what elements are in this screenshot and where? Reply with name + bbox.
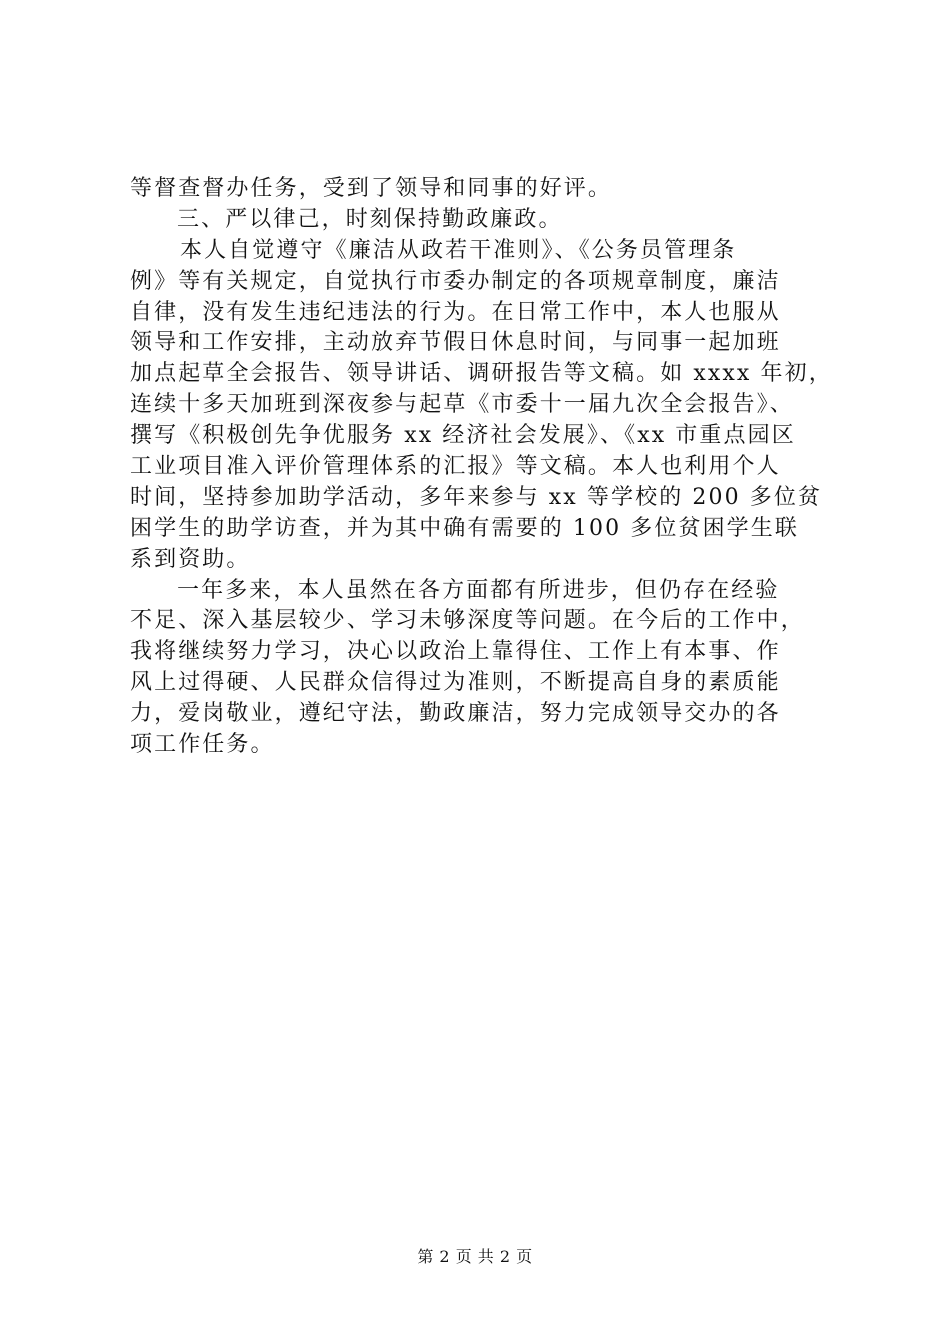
text-line: 撰写《积极创先争优服务 xx 经济社会发展》、《xx 市重点园区 [130, 423, 796, 449]
text-line: 系到资助。 [130, 546, 251, 572]
text-line: 例》等有关规定，自觉执行市委办制定的各项规章制度，廉洁 [130, 268, 781, 294]
section-heading: 三、严以律己，时刻保持勤政廉政。 [177, 206, 563, 232]
text-line: 连续十多天加班到深夜参与起草《市委十一届九次全会报告》、 [130, 392, 794, 418]
text-line: 领导和工作安排，主动放弃节假日休息时间，与同事一起加班 [130, 330, 781, 356]
text-line: 风上过得硬、人民群众信得过为准则，不断提高自身的素质能 [130, 670, 781, 696]
text-line: 项工作任务。 [130, 732, 275, 758]
text-line: 工业项目准入评价管理体系的汇报》等文稿。本人也利用个人 [130, 454, 781, 480]
text-line: 力，爱岗敬业，遵纪守法，勤政廉洁，努力完成领导交办的各 [130, 701, 781, 727]
text-line: 等督查督办任务，受到了领导和同事的好评。 [130, 176, 613, 201]
paragraph-start-line: 本人自觉遵守《廉洁从政若干准则》、《公务员管理条 [180, 237, 737, 263]
text-line: 时间，坚持参加助学活动，多年来参与 xx 等学校的 200 多位贫 [130, 484, 823, 510]
text-line: 我将继续努力学习，决心以政治上靠得住、工作上有本事、作 [130, 639, 781, 665]
text-line: 困学生的助学访查，并为其中确有需要的 100 多位贫困学生联 [130, 515, 799, 541]
text-line: 自律，没有发生违纪违法的行为。在日常工作中，本人也服从 [130, 299, 781, 325]
paragraph-start-line: 一年多来，本人虽然在各方面都有所进步，但仍存在经验 [177, 577, 780, 603]
text-line: 加点起草全会报告、领导讲话、调研报告等文稿。如 xxxx 年初， [130, 361, 833, 387]
page-number-footer: 第 2 页 共 2 页 [417, 1247, 533, 1266]
text-line: 不足、深入基层较少、学习未够深度等问题。在今后的工作中， [130, 608, 805, 634]
document-body [130, 174, 833, 761]
